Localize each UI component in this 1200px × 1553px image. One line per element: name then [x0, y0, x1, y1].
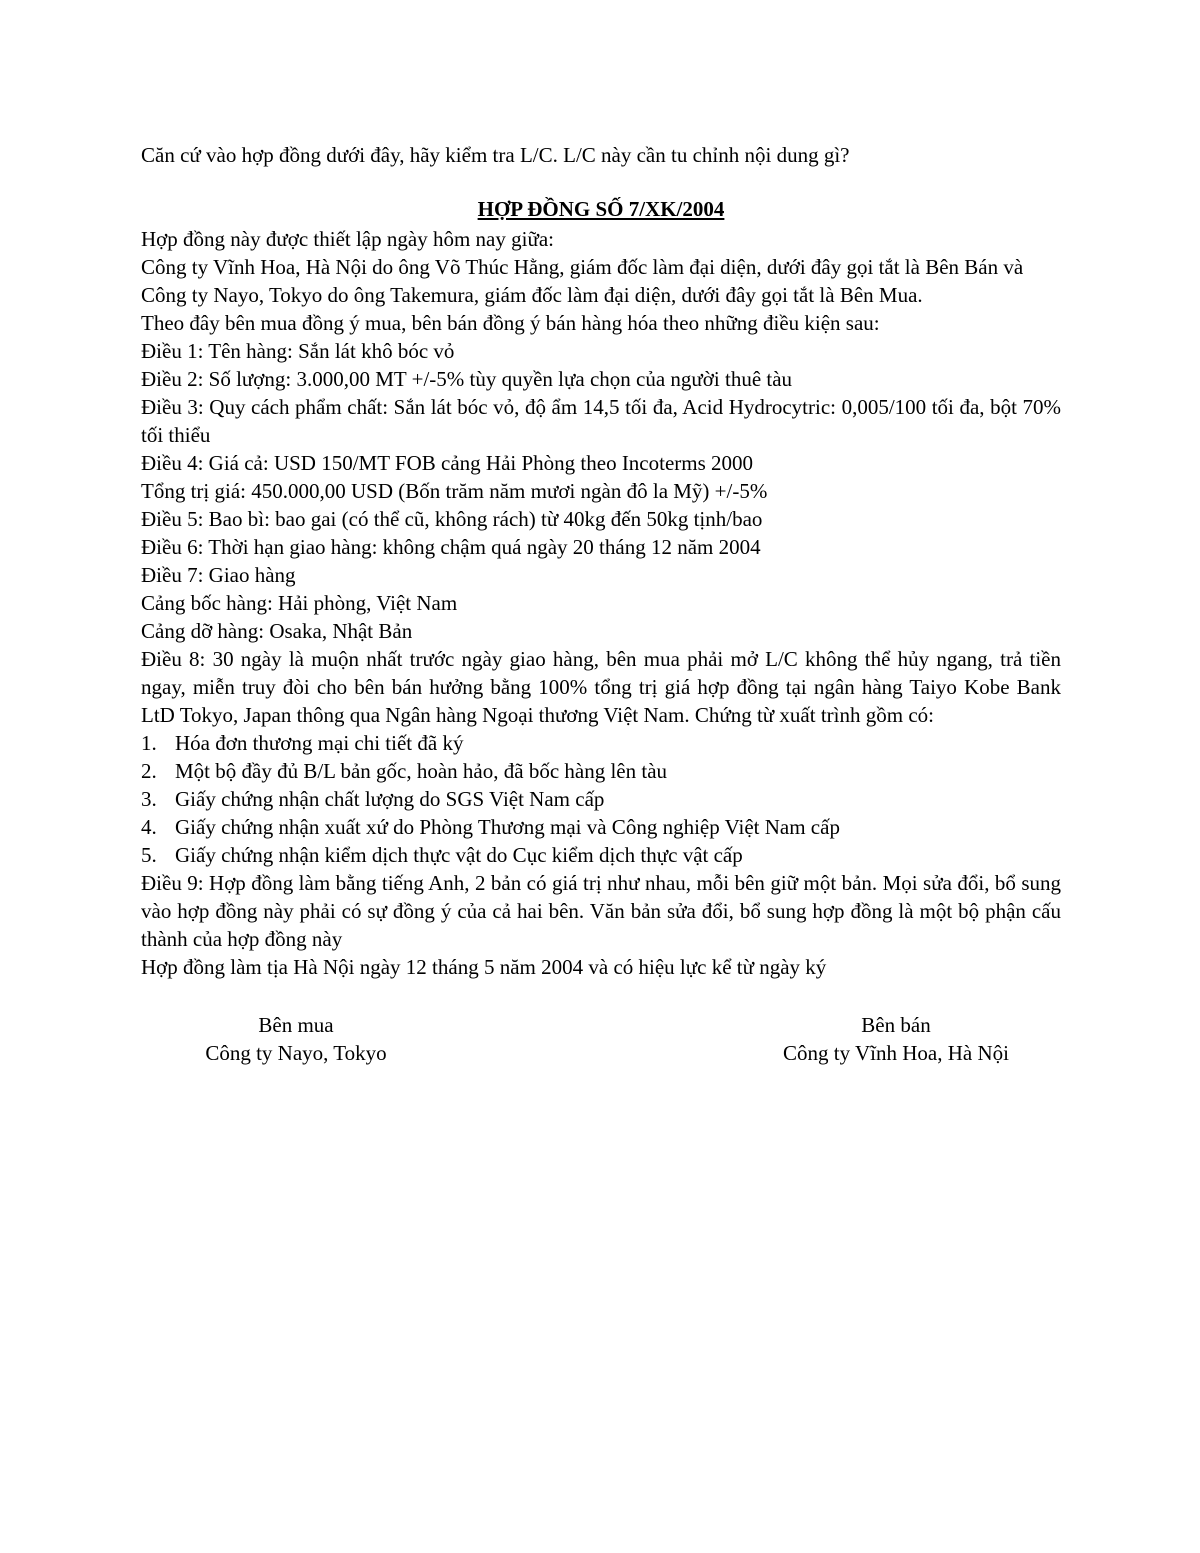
- question-text: Căn cứ vào hợp đồng dưới đây, hãy kiểm tra L/C. L/C này cần tu chỉnh nội dung gì?: [141, 143, 850, 167]
- document-page: [141, 141, 1061, 1067]
- contract-title: HỢP ĐỒNG SỐ 7/XK/2004: [477, 197, 725, 221]
- article-1: Điều 1: Tên hàng: Sắn lát khô bóc vỏ: [141, 339, 455, 363]
- documents-list: [141, 729, 1061, 869]
- list-item-number: 5.: [141, 843, 157, 867]
- seller-name: Công ty Vĩnh Hoa, Hà Nội: [783, 1041, 1009, 1065]
- signature-section: [141, 1011, 1061, 1067]
- list-item-text: Hóa đơn thương mại chi tiết đã ký: [175, 731, 464, 755]
- loading-port: Cảng bốc hàng: Hải phòng, Việt Nam: [141, 591, 458, 615]
- paragraph-buyer: Công ty Nayo, Tokyo do ông Takemura, giám đốc làm đại diện, dưới đây gọi tắt là Bên Mua.: [141, 283, 923, 307]
- article-4: Điều 4: Giá cả: USD 150/MT FOB cảng Hải Phòng theo Incoterms 2000: [141, 451, 754, 475]
- list-item-number: 3.: [141, 787, 157, 811]
- list-item: [141, 729, 1061, 757]
- list-item: [141, 813, 1061, 841]
- list-item-text: Một bộ đầy đủ B/L bản gốc, hoàn hảo, đã bốc hàng lên tàu: [175, 759, 668, 783]
- article-6: Điều 6: Thời hạn giao hàng: không chậm quá ngày 20 tháng 12 năm 2004: [141, 535, 761, 559]
- list-item-text: Giấy chứng nhận kiểm dịch thực vật do Cục kiểm dịch thực vật cấp: [175, 843, 743, 867]
- article-8: Điều 8: 30 ngày là muộn nhất trước ngày giao hàng, bên mua phải mở L/C không thể hủy ngang, trả tiền ngay, miễn truy đòi cho bên bán hưởng bằng 100% tổng trị giá hợp đồng tại ngân hàng Taiyo Kobe Bank LtD Tokyo, Japan thông qua Ngân hàng Ngoại thương Việt Nam. Chứng từ xuất trình gồm có:: [141, 647, 1061, 727]
- list-item-text: Giấy chứng nhận xuất xứ do Phòng Thương mại và Công nghiệp Việt Nam cấp: [175, 815, 840, 839]
- article-2: Điều 2: Số lượng: 3.000,00 MT +/-5% tùy quyền lựa chọn của người thuê tàu: [141, 367, 793, 391]
- seller-role: Bên bán: [861, 1013, 931, 1037]
- list-item-number: 4.: [141, 815, 157, 839]
- article-7: Điều 7: Giao hàng: [141, 563, 296, 587]
- seller-signature-block: [746, 1011, 1046, 1067]
- buyer-signature-block: [171, 1011, 421, 1067]
- list-item-number: 1.: [141, 731, 157, 755]
- list-item: [141, 757, 1061, 785]
- article-3: Điều 3: Quy cách phẩm chất: Sắn lát bóc vỏ, độ ẩm 14,5 tối đa, Acid Hydrocytric: 0,005/100 tối đa, bột 70% tối thiểu: [141, 395, 1061, 447]
- closing-statement: Hợp đồng làm tịa Hà Nội ngày 12 tháng 5 năm 2004 và có hiệu lực kể từ ngày ký: [141, 955, 827, 979]
- discharge-port: Cảng dỡ hàng: Osaka, Nhật Bản: [141, 619, 413, 643]
- list-item-text: Giấy chứng nhận chất lượng do SGS Việt Nam cấp: [175, 787, 605, 811]
- paragraph-agreement: Theo đây bên mua đồng ý mua, bên bán đồng ý bán hàng hóa theo những điều kiện sau:: [141, 311, 880, 335]
- list-item: [141, 785, 1061, 813]
- list-item-number: 2.: [141, 759, 157, 783]
- article-5: Điều 5: Bao bì: bao gai (có thể cũ, không rách) từ 40kg đến 50kg tịnh/bao: [141, 507, 763, 531]
- paragraph-intro: Hợp đồng này được thiết lập ngày hôm nay giữa:: [141, 227, 554, 251]
- list-item: [141, 841, 1061, 869]
- total-value: Tổng trị giá: 450.000,00 USD (Bốn trăm năm mươi ngàn đô la Mỹ) +/-5%: [141, 479, 768, 503]
- article-9: Điều 9: Hợp đồng làm bằng tiếng Anh, 2 bản có giá trị như nhau, mỗi bên giữ một bản. Mọi sửa đổi, bổ sung vào hợp đồng này phải có sự đồng ý của cả hai bên. Văn bản sửa đổi, bổ sung hợp đồng là một bộ phận cấu thành của hợp đồng này: [141, 871, 1061, 951]
- paragraph-seller: Công ty Vĩnh Hoa, Hà Nội do ông Võ Thúc Hằng, giám đốc làm đại diện, dưới đây gọi tắt là Bên Bán và: [141, 255, 1024, 279]
- buyer-role: Bên mua: [258, 1013, 334, 1037]
- buyer-name: Công ty Nayo, Tokyo: [205, 1041, 387, 1065]
